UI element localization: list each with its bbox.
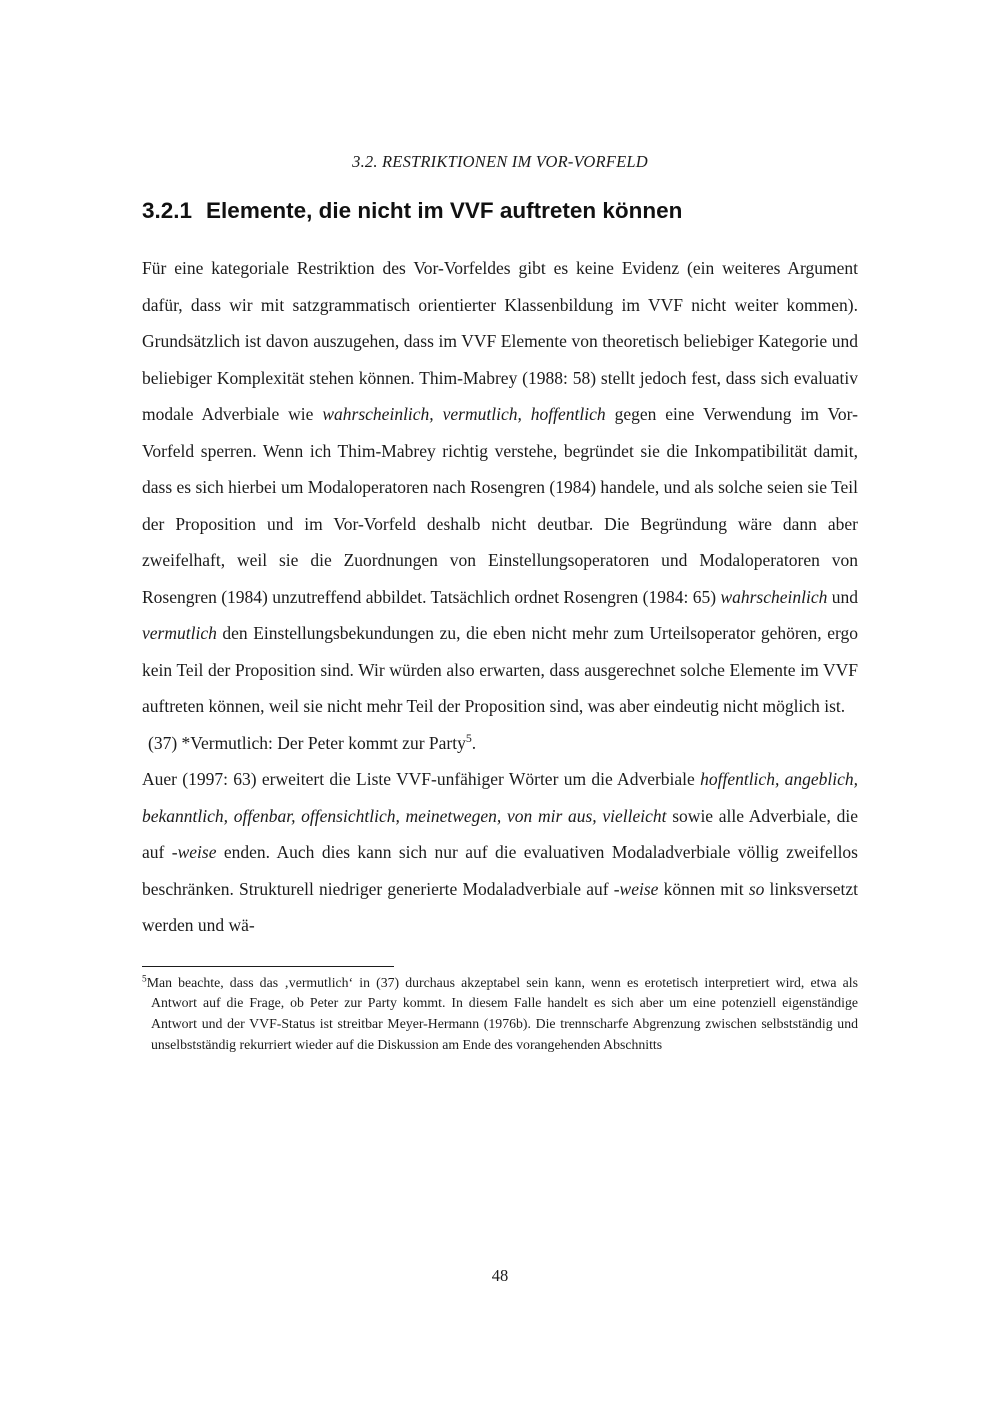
section-title: Elemente, die nicht im VVF auftreten können — [206, 198, 683, 223]
running-header: 3.2. RESTRIKTIONEN IM VOR-VORFELD — [352, 152, 648, 171]
paragraph-auer: Auer (1997: 63) erweitert die Liste VVF-unfähiger Wörter um die Adverbiale hoffentlich, angeblich, bekanntlich, offenbar, offensichtlich, meinetwegen, von mir aus, vielleicht sowie alle Adverbiale, die auf -weise enden. Auch dies kann sich nur auf die evaluativen Modaladverbiale völlig zweifellos beschränken. Strukturell niedriger generierte Modaladverbiale auf -weise können mit so linksversetzt werden und wä- — [142, 769, 859, 935]
page-number: 48 — [491, 1266, 509, 1285]
example-37: (37) *Vermutlich: Der Peter kommt zur Party$^5$. — [148, 730, 477, 753]
section-heading — [142, 198, 858, 224]
paragraph-restriktion: Für eine kategoriale Restriktion des Vor-Vorfeldes gibt es keine Evidenz (ein weiteres Argument dafür, dass wir mit satzgrammatisch orientierter Klassenbildung im VVF nicht weiter kommen). Grundsätzlich ist davon auszugehen, dass im VVF Elemente von theoretisch beliebiger Kategorie und beliebiger Komplexität stehen können. Thim-Mabrey (1988: 58) stellt jedoch fest, dass sich evaluativ modale Adverbiale wie wahrscheinlich, vermutlich, hoffentlich gegen eine Verwendung im Vor-Vorfeld sperren. Wenn ich Thim-Mabrey richtig verstehe, begründet sie die Inkompatibilität damit, dass es sich hierbei um Modaloperatoren nach Rosengren (1984) handele, und als solche seien sie Teil der Proposition und im Vor-Vorfeld deshalb nicht deutbar. Die Begründung wäre dann aber zweifelhaft, weil sie die Zuordnungen von Einstellungsoperatoren und Modaloperatoren von Rosengren (1984) unzutreffend abbildet. Tatsächlich ordnet Rosengren (1984: 65) wahrscheinlich und vermutlich den Einstellungsbekundungen zu, die eben nicht mehr zum Urteilsoperator gehören, ergo kein Teil der Proposition sind. Wir würden also erwarten, dass ausgerechnet solche Elemente im VVF auftreten können, weil sie nicht mehr Teil der Proposition sind, was aber eindeutig nicht möglich ist. — [142, 258, 859, 716]
footnote-5: $^5$Man beachte, dass das ‚vermutlich‘ in (37) durchaus akzeptabel sein kann, wenn es erotetisch interpretiert wird, etwa als Antwort auf die Frage, ob Peter zur Party kommt. In diesem Falle handelt es sich aber um eine potenziell eigenständige Antwort und der VVF-Status ist streitbar Meyer-Hermann (1976b). Die trennscharfe Abgrenzung zwischen selbstständig und unselbstständig rekurriert wieder auf die Diskussion am Ende des vorangehenden Abschnitts — [142, 973, 858, 1052]
footnote-rule — [142, 966, 394, 967]
section-number: 3.2.1 — [142, 198, 193, 223]
